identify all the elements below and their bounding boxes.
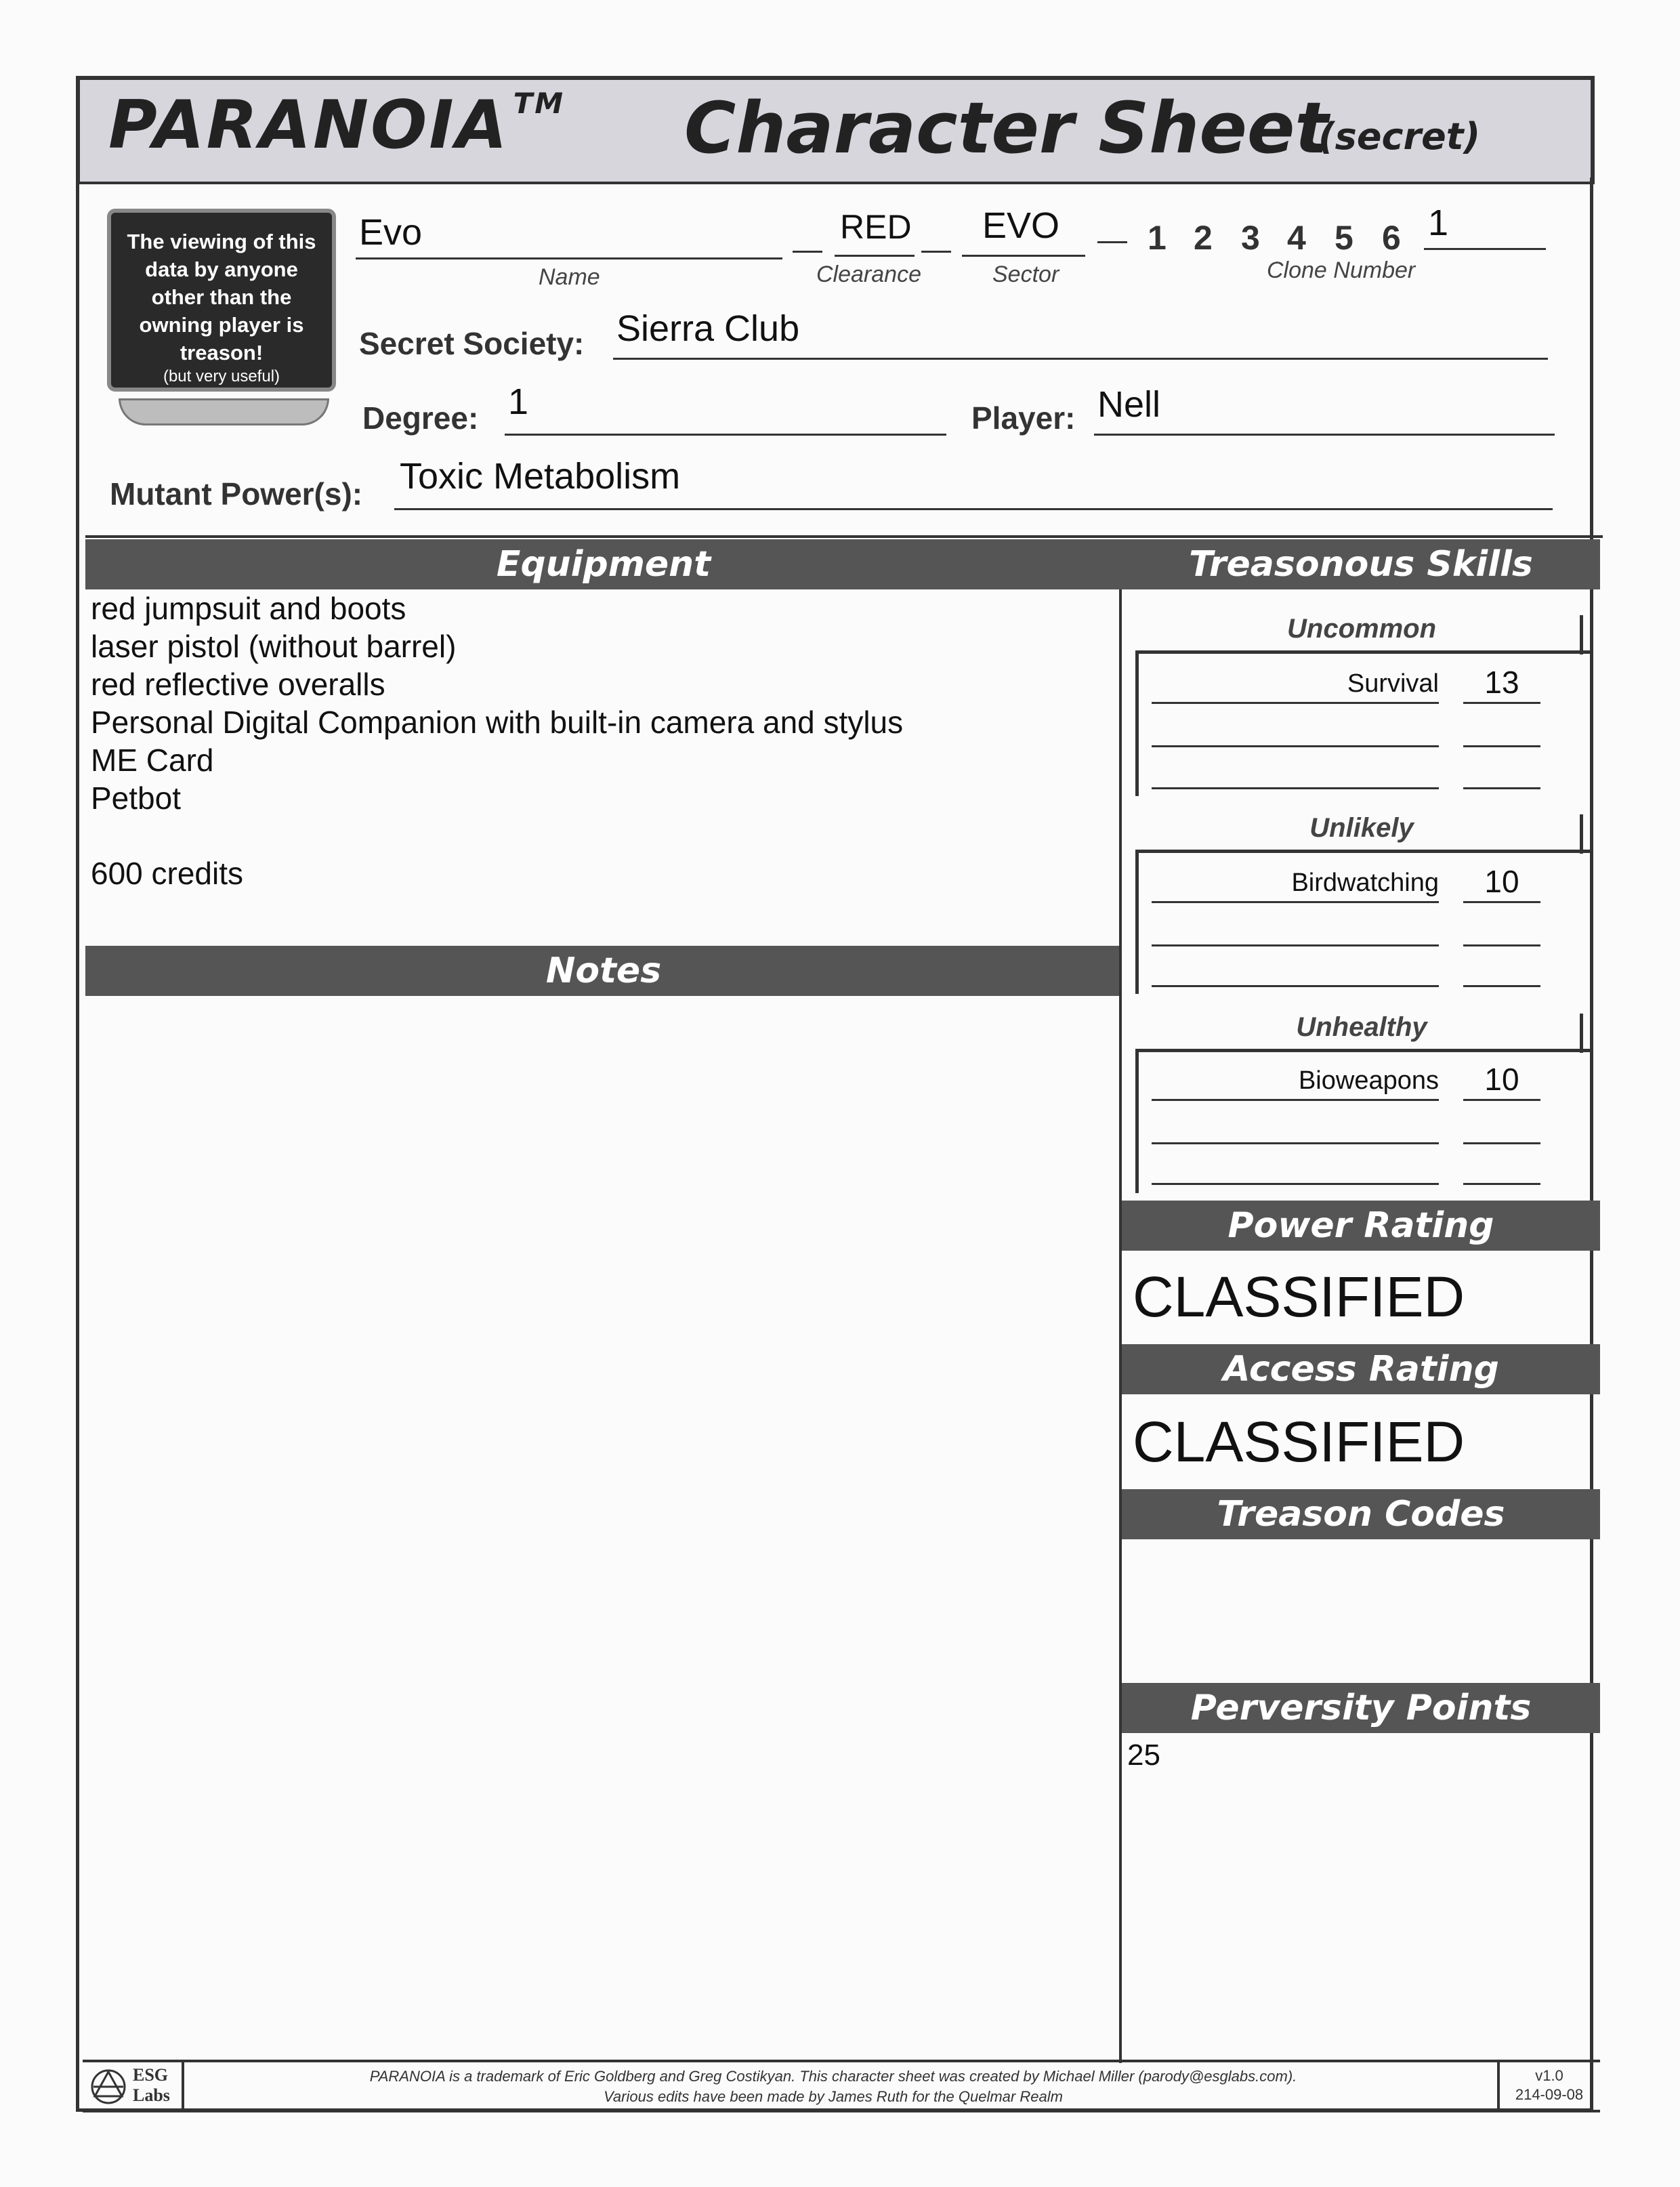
skill-box-corner: [1580, 615, 1583, 654]
name-line: [356, 257, 782, 259]
secret-society-field[interactable]: Sierra Club: [616, 308, 800, 349]
degree-line: [505, 434, 946, 436]
skill-line: [1463, 1142, 1540, 1144]
clone-option-2[interactable]: 2: [1194, 219, 1213, 257]
skill-line: [1152, 944, 1439, 946]
equipment-item[interactable]: laser pistol (without barrel): [91, 629, 457, 664]
skill-line: [1463, 702, 1540, 704]
mutant-power-line: [394, 508, 1553, 510]
skill-value[interactable]: 13: [1484, 665, 1519, 700]
perversity-points-heading: Perversity Points: [1122, 1683, 1600, 1733]
sector-caption: Sector: [992, 262, 1059, 287]
clone-option-6[interactable]: 6: [1382, 219, 1401, 257]
footer-credit-line2: Various edits have been made by James Ruth for the Quelmar Realm: [604, 2088, 1063, 2105]
skill-box-corner: [1580, 1014, 1583, 1053]
mutant-power-field[interactable]: Toxic Metabolism: [400, 456, 681, 497]
clone-number-caption: Clone Number: [1267, 257, 1416, 283]
skill-category-unlikely: Unlikely: [1309, 813, 1414, 843]
column-divider: [1119, 589, 1122, 2063]
clearance-field[interactable]: RED: [840, 208, 912, 246]
skill-name[interactable]: Bioweapons: [1298, 1066, 1439, 1095]
power-rating-heading: Power Rating: [1122, 1201, 1600, 1251]
skill-line: [1152, 1099, 1439, 1101]
monitor-stand-icon: [119, 398, 329, 425]
version-label: v1.0: [1535, 2067, 1563, 2084]
warning-text: The viewing of this data by anyone other than the owning player is treason!: [127, 230, 316, 364]
clone-option-4[interactable]: 4: [1287, 219, 1306, 257]
access-rating-heading: Access Rating: [1122, 1344, 1600, 1394]
footer-bottom-line: [83, 2110, 1600, 2112]
dash: [793, 251, 822, 253]
treason-codes-heading: Treason Codes: [1122, 1489, 1600, 1539]
esg-globe-icon: [88, 2066, 129, 2107]
logo-line2: Labs: [133, 2085, 170, 2105]
skill-line: [1463, 1183, 1540, 1185]
skill-line: [1152, 1183, 1439, 1185]
clone-option-1[interactable]: 1: [1148, 219, 1167, 257]
sheet-subtitle: Character Sheet: [684, 87, 1329, 169]
secret-label: (secret): [1318, 115, 1481, 158]
notes-heading: Notes: [85, 946, 1122, 996]
degree-field[interactable]: 1: [508, 381, 529, 422]
power-rating-value[interactable]: CLASSIFIED: [1133, 1265, 1465, 1329]
secret-society-label: Secret Society:: [359, 326, 585, 361]
esg-labs-logo: [83, 2062, 184, 2110]
equipment-item[interactable]: red jumpsuit and boots: [91, 591, 406, 626]
skill-line: [1463, 745, 1540, 747]
warning-monitor-icon: [107, 209, 336, 392]
skill-line: [1152, 985, 1439, 987]
skill-line: [1463, 985, 1540, 987]
skill-line: [1152, 702, 1439, 704]
clone-number-line: [1424, 248, 1546, 250]
skill-name[interactable]: Survival: [1347, 669, 1439, 698]
skill-value[interactable]: 10: [1484, 864, 1519, 899]
skill-name[interactable]: Birdwatching: [1291, 869, 1439, 897]
skill-line: [1152, 787, 1439, 789]
name-field[interactable]: Evo: [359, 212, 423, 253]
skill-box-corner: [1580, 814, 1583, 854]
player-line: [1094, 434, 1555, 436]
skill-line: [1463, 787, 1540, 789]
sheet-title: PARANOIA ™: [108, 87, 566, 164]
clearance-line: [835, 255, 915, 257]
notes-area[interactable]: [91, 1003, 1114, 2060]
treasonous-skills-heading: Treasonous Skills: [1122, 539, 1600, 589]
sector-line: [962, 255, 1085, 257]
footer-credit-line1: PARANOIA is a trademark of Eric Goldberg and Greg Costikyan. This character sheet was created by Michael Miller (parody@esglabs.com).: [369, 2068, 1297, 2085]
skill-line: [1463, 944, 1540, 946]
clone-option-5[interactable]: 5: [1335, 219, 1353, 257]
secret-society-line: [613, 358, 1548, 360]
equipment-heading: Equipment: [85, 539, 1122, 589]
treason-codes-area[interactable]: [1125, 1542, 1596, 1678]
version-date: 214-09-08: [1515, 2086, 1584, 2103]
clone-number-field[interactable]: 1: [1428, 203, 1449, 243]
equipment-item[interactable]: Personal Digital Companion with built-in camera and stylus: [91, 705, 904, 740]
access-rating-value[interactable]: CLASSIFIED: [1133, 1410, 1465, 1474]
equipment-item[interactable]: ME Card: [91, 743, 214, 778]
dash: [921, 251, 951, 253]
perversity-points-value[interactable]: 25: [1127, 1738, 1160, 1772]
dash: [1097, 241, 1127, 243]
mutant-power-label: Mutant Power(s):: [110, 476, 363, 512]
skill-line: [1463, 901, 1540, 903]
sector-field[interactable]: EVO: [982, 205, 1060, 246]
name-caption: Name: [539, 264, 600, 290]
logo-line1: ESG: [133, 2065, 169, 2085]
player-field[interactable]: Nell: [1097, 384, 1161, 425]
clearance-caption: Clearance: [816, 262, 921, 287]
equipment-item[interactable]: Petbot: [91, 780, 181, 816]
credits-value[interactable]: 600 credits: [91, 856, 244, 891]
skill-value[interactable]: 10: [1484, 1062, 1519, 1097]
player-label: Player:: [971, 400, 1076, 436]
skill-line: [1152, 901, 1439, 903]
trademark-mark: TM: [513, 87, 566, 120]
skill-line: [1152, 745, 1439, 747]
version-box: [1497, 2062, 1599, 2110]
skill-line: [1463, 1099, 1540, 1101]
skill-line: [1152, 1142, 1439, 1144]
degree-label: Degree:: [362, 400, 479, 436]
equipment-list: [91, 589, 903, 817]
equipment-item[interactable]: red reflective overalls: [91, 667, 385, 702]
warning-subtext: (but very useful): [163, 367, 280, 386]
skill-category-unhealthy: Unhealthy: [1296, 1012, 1427, 1042]
footer-divider: [83, 2060, 1600, 2062]
clone-option-3[interactable]: 3: [1241, 219, 1260, 257]
section-divider: [85, 535, 1603, 538]
skill-category-uncommon: Uncommon: [1287, 614, 1436, 644]
